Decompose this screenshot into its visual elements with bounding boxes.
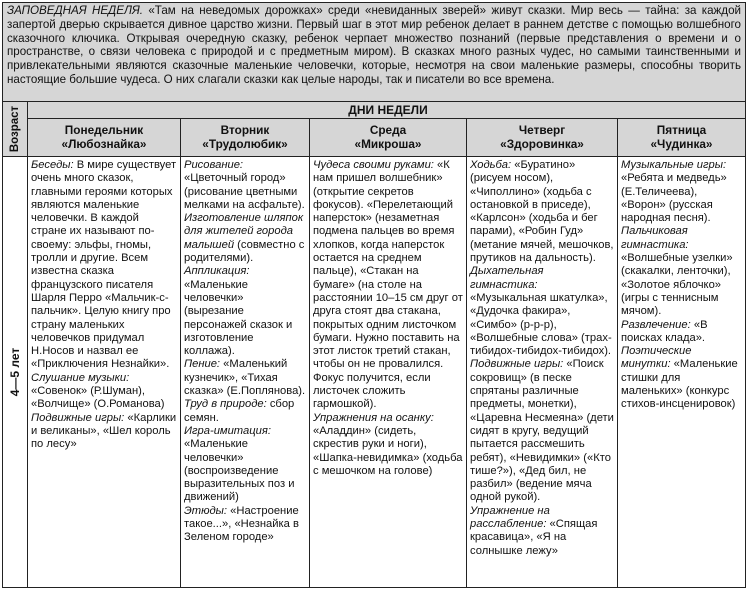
activity-entry — [31, 412, 177, 452]
activity-label: Музыкальные игры: — [621, 159, 727, 171]
activity-entry — [470, 159, 614, 265]
activity-label: Беседы: — [31, 159, 74, 171]
activity-text: «В поисках клада». — [621, 318, 708, 344]
activity-entry — [313, 159, 463, 412]
activity-text: «Поиск сокровищ» (в песке спрятаны различные предметы, монетки), «Царевна Несмеяна» (дети сидят в кругу, ведущий пытается рассмешить ребят), «Невидимки» («Кто тише?»), «Дед бил, не разбил» (ведение мяча одной рукой). — [470, 358, 614, 504]
activity-label: Этюды: — [184, 504, 228, 517]
activity-entry — [621, 225, 742, 318]
activity-label: Пальчиковая гимнастика: — [621, 225, 689, 251]
activity-entry — [184, 265, 306, 358]
activity-label: Труд в природе: — [184, 398, 267, 411]
activity-label: Подвижные игры: — [470, 358, 564, 371]
day-subtitle: «Трудолюбик» — [202, 137, 288, 151]
day-name: Понедельник — [64, 123, 144, 137]
day-name: Четверг — [518, 123, 566, 137]
intro-paragraph — [3, 3, 745, 102]
day-name: Среда — [369, 123, 407, 137]
activity-text: «Спящая красавица», «Я на солнышке лежу» — [470, 518, 598, 557]
activity-text: «Цветочный город» (рисование цветными мелками на асфальте). — [184, 172, 305, 211]
activity-entry — [470, 265, 614, 358]
days-title: ДНИ НЕДЕЛИ — [348, 103, 428, 117]
activity-entry — [184, 398, 306, 425]
wednesday-cell — [310, 157, 467, 587]
activity-label: Дыхательная гимнастика: — [470, 265, 544, 291]
tuesday-cell — [181, 157, 310, 587]
schedule-row — [3, 157, 745, 587]
friday-cell — [618, 157, 745, 587]
activity-text: «Совенок» (Р.Шуман), «Волчище» (О.Романова) — [31, 385, 165, 411]
day-subtitle: «Чудинка» — [650, 137, 713, 151]
activity-text: «Музыкальная шкатулка», «Дудочка факира», «Симбо» (р-р-р), «Волшебные слова» (трах-тибидох-тибидох-тибидох). — [470, 291, 612, 358]
activity-entry — [621, 159, 742, 225]
activity-label: Чудеса своими руками: — [313, 159, 434, 171]
activity-text: «Волшебные узелки» (скакалки, ленточки), «Золотое яблочко» (игры с теннисным мячом). — [621, 252, 733, 318]
age-column-header — [3, 102, 28, 157]
day-headers — [28, 119, 745, 157]
activity-label: Поэтические минутки: — [621, 345, 692, 371]
activity-entry — [621, 345, 742, 411]
activity-label: Подвижные игры: — [31, 411, 125, 424]
activity-entry — [184, 358, 306, 398]
activity-label: Рисование: — [184, 159, 244, 171]
activity-entry — [31, 159, 177, 372]
activity-entry — [184, 505, 306, 545]
activity-label: Слушание музыки: — [31, 371, 130, 384]
activity-entry — [470, 358, 614, 504]
activity-entry — [184, 212, 306, 265]
day-name: Пятница — [656, 123, 707, 137]
activity-label: Ходьба: — [470, 159, 512, 171]
activity-text: «Карлики и великаны», «Шел король по лесу» — [31, 411, 177, 451]
document-page — [2, 2, 746, 588]
days-header-row — [3, 102, 745, 119]
intro-text: «Там на неведомых дорожках» среди «невиданных зверей» живут сказки. Мир весь — тайна: за каждой запертой дверью скрывается дивное царство жизни. Первый шаг в этот мир ребенок делает в раннем детстве с помощью волшебного сказочного ключика. Открывая очередную сказку, ребенок черпает множество познаний (первые представления о времени и о пространстве, о связи человека с природой и с предметным миром). В сказках много разных чудес, но самыми таинственными и привлекательными являются сказочные маленькие человечки, которые, несмотря на свои маленькие размеры, способны творить настоящие большие чудеса. О них слагали сказки как целые народы, так и писатели во все времена. — [7, 4, 741, 86]
activity-label: Игра-имитация: — [184, 424, 271, 437]
activity-text: «Ребята и медведь» (Е.Теличеева), «Ворон» (русская народная песня). — [621, 172, 727, 225]
activity-entry — [470, 505, 614, 558]
day-header-friday — [618, 119, 745, 156]
activity-label: Пение: — [184, 358, 221, 371]
activity-text: «Буратино» (рисуем носом), «Чиполлино» (ходьба с остановкой в приседе), «Карлсон» (ходьба и бег парами), «Робин Гуд» (метание мячей, мешочков, прутиков на дальность). — [470, 159, 614, 265]
activity-text: «Маленькие стишки для маленьких» (конкурс стихов-инсценировок) — [621, 358, 738, 411]
day-header-wednesday — [310, 119, 467, 156]
activity-entry — [621, 319, 742, 346]
day-subtitle: «Любознайка» — [61, 137, 147, 151]
activity-label: Аппликация: — [184, 265, 250, 278]
day-header-tuesday — [181, 119, 310, 156]
activity-text: «Маленькие человечки» (вырезание персонажей сказок и изготовление коллажа). — [184, 278, 293, 358]
day-header-monday — [28, 119, 181, 156]
intro-lead: ЗАПОВЕДНАЯ НЕДЕЛЯ. — [7, 4, 144, 17]
activity-text: «Маленький кузнечик», «Тихая сказка» (Е.Поплянова). — [184, 358, 306, 398]
age-column-label: Возраст — [9, 105, 21, 153]
activity-entry — [31, 372, 177, 412]
day-header-thursday — [467, 119, 618, 156]
age-cell — [3, 157, 28, 587]
thursday-cell — [467, 157, 618, 587]
activity-text: сбор семян. — [184, 398, 295, 424]
monday-cell — [28, 157, 181, 587]
activity-text: «Маленькие человечки» (воспроизведение выразительных поз и движений) — [184, 438, 295, 504]
activity-label: Упражнение на расслабление: — [470, 504, 550, 531]
day-subtitle: «Микроша» — [354, 137, 422, 151]
activity-label: Упражнения на осанку: — [313, 411, 434, 424]
age-label: 4—5 лет — [8, 347, 22, 397]
activity-label: Развлечение: — [621, 318, 691, 331]
activity-label: Изготовление шляпок для жителей города малышей — [184, 212, 304, 251]
activity-text: «К нам пришел волшебник» (открытие секретов фокусов). «Перелетающий наперсток» (незаметная подмена пальцев во время хлопков, когда наперсток остается на среднем пальце), «Стакан на бумаге» (на столе на расстоянии 10–15 см друг от друга стоят два стакана, покрытых одним листочком бумаги. Нужно поставить на этот листок третий стакан, чтобы он не провалился. Фокус получится, если листочек сложить гармошкой). — [313, 159, 463, 411]
activity-entry — [184, 159, 306, 212]
activity-entry — [184, 425, 306, 505]
activity-text: В мире существует очень много сказок, главными героями которых являются маленькие человечки. В каждой стране их называют по-своему: эльфы, гномы, тролли и другие. Всем известна сказка французского писателя Шарля Перро «Мальчик-с-пальчик». Целую книгу про страну маленьких человечков придумал Н.Носов и назвал ее «Приключения Незнайки». — [31, 159, 177, 371]
day-subtitle: «Здоровинка» — [500, 137, 584, 151]
activity-text: (совместно с родителями). — [184, 238, 305, 265]
day-name: Вторник — [220, 123, 270, 137]
activity-text: «Аладдин» (сидеть, скрестив руки и ноги), «Шапка-невидимка» (ходьба с мешочком на голове) — [313, 424, 463, 477]
activity-entry — [313, 412, 463, 478]
activity-text: «Настроение такое...», «Незнайка в Зеленом городе» — [184, 504, 299, 544]
